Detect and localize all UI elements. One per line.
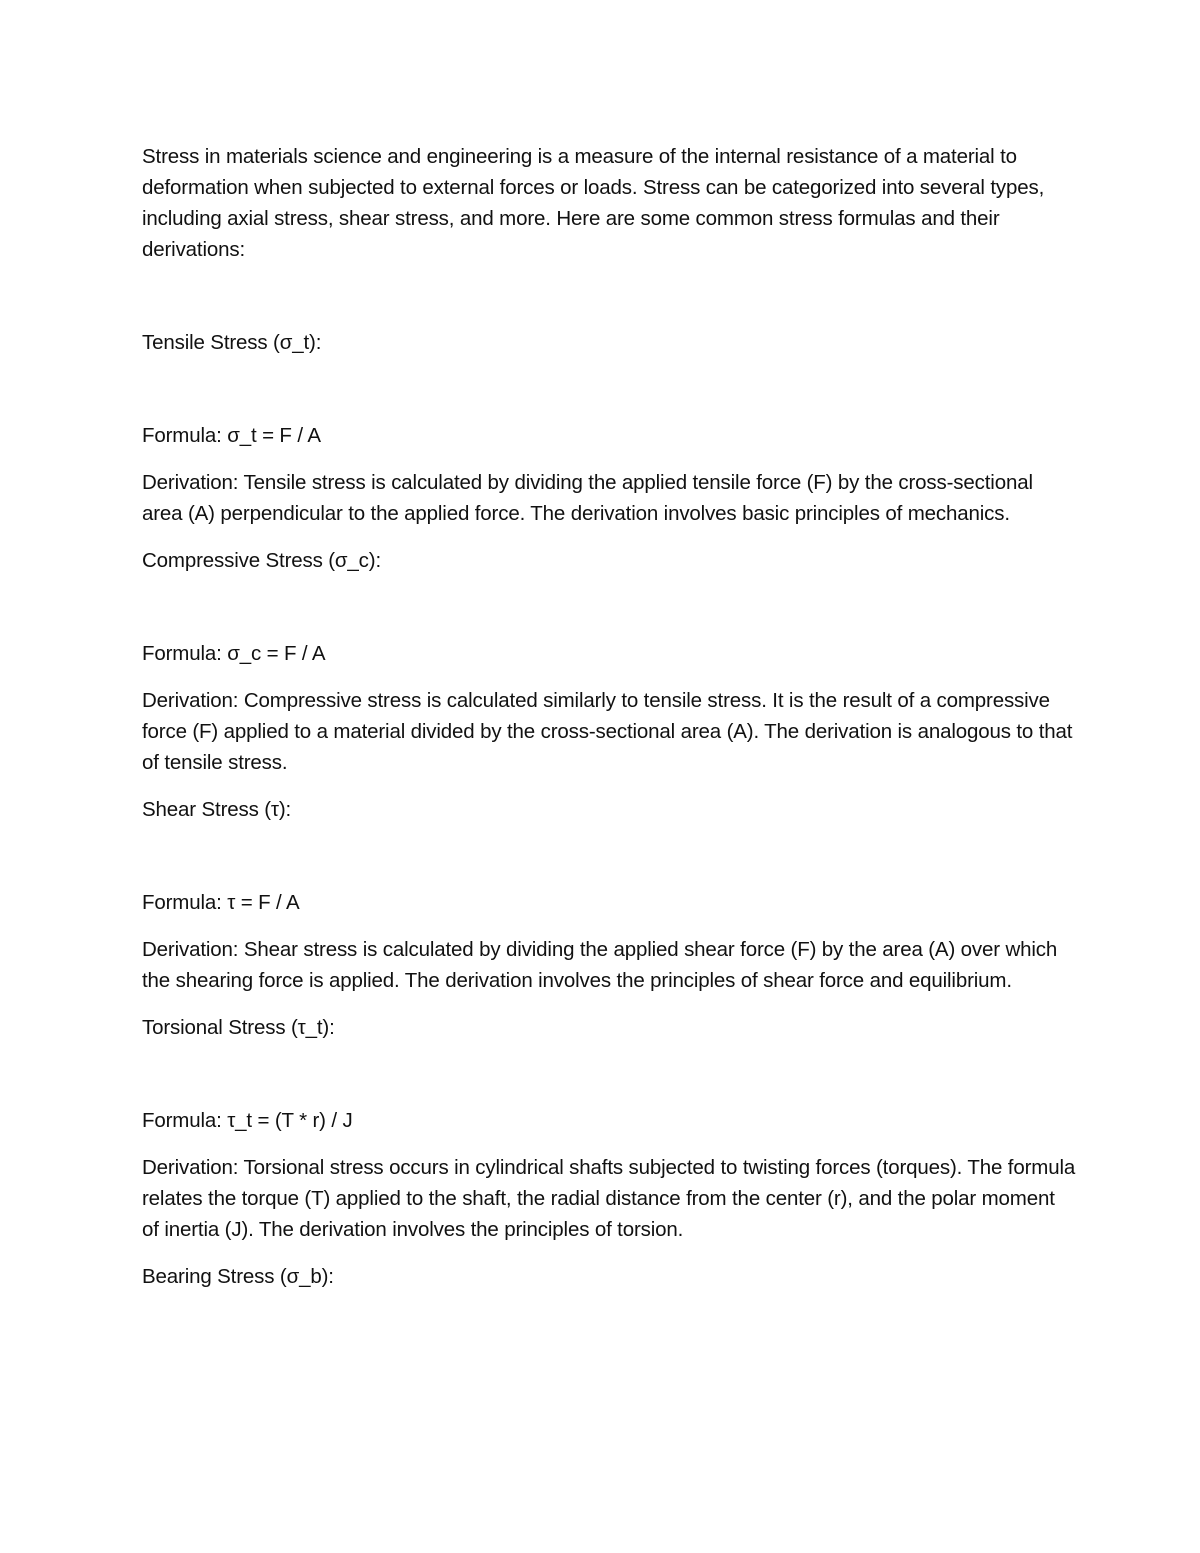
spacer — [142, 996, 1077, 1012]
spacer — [142, 778, 1077, 794]
derivation-compressive: Derivation: Compressive stress is calculated similarly to tensile stress. It is the result of a compressive force (F) applied to a material divided by the cross-sectional area (A). The derivation is analogous to that of tensile stress. — [142, 689, 1073, 774]
spacer — [142, 669, 1077, 685]
section-heading-shear: Shear Stress (τ): — [142, 798, 292, 821]
derivation-torsional: Derivation: Torsional stress occurs in cylindrical shafts subjected to twisting forces (torques). The formula relates the torque (T) applied to the shaft, the radial distance from the center (r), and the polar moment of inertia (J). The derivation involves the principles of torsion. — [142, 1156, 1076, 1241]
section-heading-tensile: Tensile Stress (σ_t): — [142, 331, 322, 354]
section-heading-bearing: Bearing Stress (σ_b): — [142, 1265, 334, 1288]
spacer — [142, 265, 1077, 327]
formula-shear: Formula: τ = F / A — [142, 891, 300, 914]
spacer — [142, 451, 1077, 467]
section-heading-compressive: Compressive Stress (σ_c): — [142, 549, 382, 572]
derivation-shear: Derivation: Shear stress is calculated by dividing the applied shear force (F) by the area (A) over which the shearing force is applied. The derivation involves the principles of shear force and equilibrium. — [142, 938, 1058, 992]
spacer — [142, 825, 1077, 887]
document-page — [142, 141, 1077, 1292]
spacer — [142, 1043, 1077, 1105]
intro-paragraph: Stress in materials science and engineering is a measure of the internal resistance of a material to deformation when subjected to external forces or loads. Stress can be categorized into several types, including axial stress, shear stress, and more. Here are some common stress formulas and their derivations: — [142, 145, 1045, 261]
spacer — [142, 1136, 1077, 1152]
spacer — [142, 358, 1077, 420]
derivation-tensile: Derivation: Tensile stress is calculated by dividing the applied tensile force (F) by the cross-sectional area (A) perpendicular to the applied force. The derivation involves basic principles of mechanics. — [142, 471, 1033, 525]
spacer — [142, 576, 1077, 638]
spacer — [142, 918, 1077, 934]
spacer — [142, 1245, 1077, 1261]
formula-torsional: Formula: τ_t = (T * r) / J — [142, 1109, 353, 1132]
formula-tensile: Formula: σ_t = F / A — [142, 424, 321, 447]
formula-compressive: Formula: σ_c = F / A — [142, 642, 326, 665]
spacer — [142, 529, 1077, 545]
section-heading-torsional: Torsional Stress (τ_t): — [142, 1016, 335, 1039]
